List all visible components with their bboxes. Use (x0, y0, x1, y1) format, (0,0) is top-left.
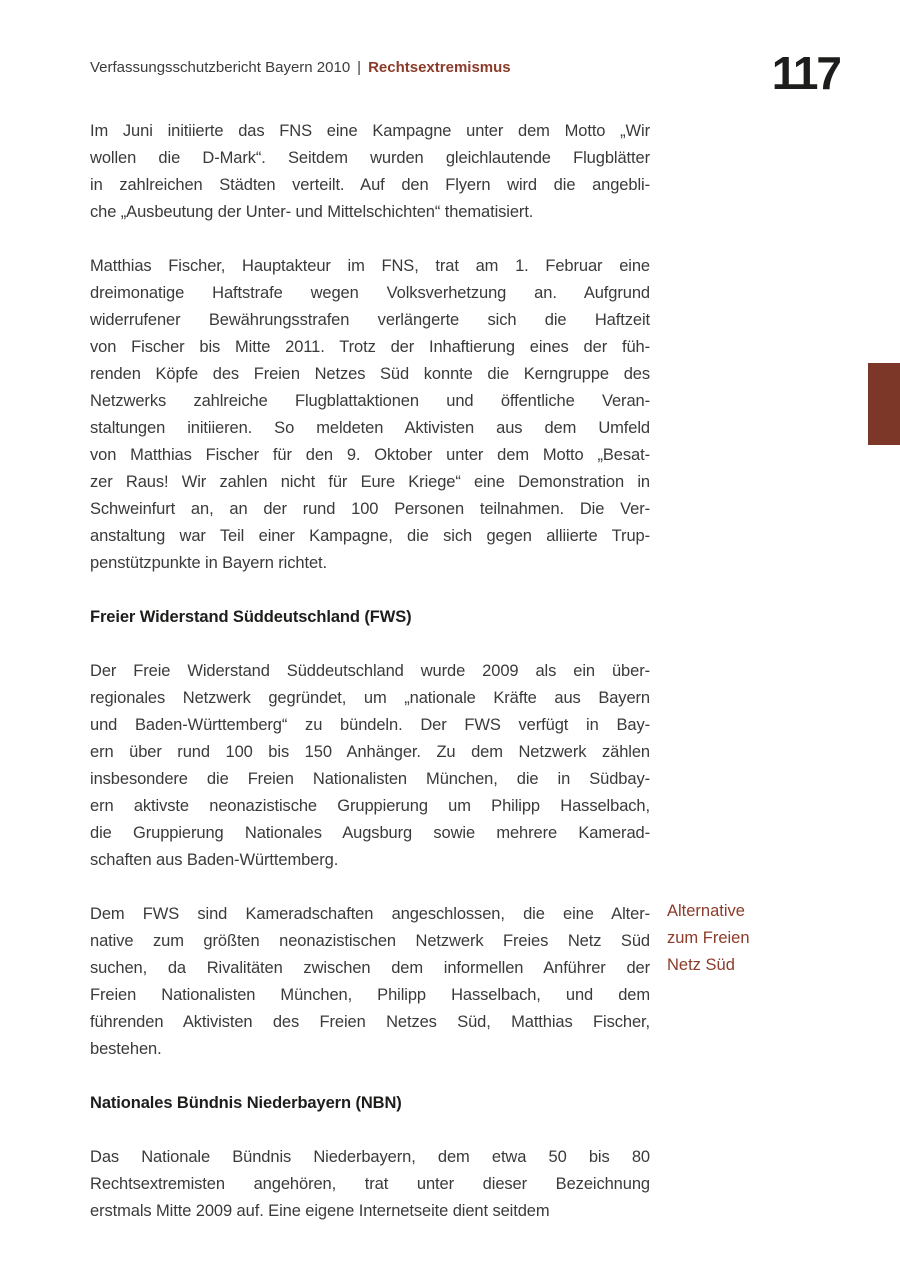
text-line: von Matthias Fischer für den 9. Oktober unter dem Motto „Besat- (90, 446, 650, 464)
text-line: che „Ausbeutung der Unter- und Mittelschichten“ thematisiert. (90, 203, 534, 221)
text-line: wollen die D-Mark“. Seitdem wurden gleichlautende Flugblätter (90, 149, 650, 167)
text-line: anstaltung war Teil einer Kampagne, die sich gegen alliierte Trup- (90, 527, 650, 545)
text-line: insbesondere die Freien Nationalisten München, die in Südbay- (90, 770, 650, 788)
report-title: Verfassungsschutzbericht Bayern 2010 (90, 59, 351, 76)
text-line: ern über rund 100 bis 150 Anhänger. Zu dem Netzwerk zählen (90, 743, 650, 761)
text-line: von Fischer bis Mitte 2011. Trotz der Inhaftierung eines der füh- (90, 338, 650, 356)
text-line: Matthias Fischer, Hauptakteur im FNS, trat am 1. Februar eine (90, 257, 650, 275)
text-line: führenden Aktivisten des Freien Netzes Süd, Matthias Fischer, (90, 1013, 650, 1031)
text-line: und Baden-Württemberg“ zu bündeln. Der FWS verfügt in Bay- (90, 716, 650, 734)
paragraph-fischer-haft (90, 253, 650, 577)
text-line: renden Köpfe des Freien Netzes Süd konnte die Kerngruppe des (90, 365, 650, 383)
text-line: bestehen. (90, 1040, 162, 1058)
text-line: Freien Nationalisten München, Philipp Hasselbach, und dem (90, 986, 650, 1004)
text-line: Dem FWS sind Kameradschaften angeschlossen, die eine Alter- (90, 905, 650, 923)
heading-nbn: Nationales Bündnis Niederbayern (NBN) (90, 1094, 402, 1112)
text-line: zer Raus! Wir zahlen nicht für Eure Kriege“ eine Demonstration in (90, 473, 650, 491)
text-column (90, 118, 650, 1252)
paragraph-fws-alternative (90, 901, 650, 1063)
margin-note-line: Alternative (667, 902, 745, 920)
text-line: schaften aus Baden-Württemberg. (90, 851, 339, 869)
paragraph-nbn (90, 1144, 650, 1225)
page-number: 117 (771, 47, 840, 99)
text-line: in zahlreichen Städten verteilt. Auf den Flyern wird die angebli- (90, 176, 650, 194)
running-header (90, 59, 511, 77)
chapter-tab-marker (868, 363, 900, 445)
header-separator: | (357, 59, 362, 76)
section-title: Rechtsextremismus (368, 59, 511, 76)
heading-fws: Freier Widerstand Süddeutschland (FWS) (90, 608, 412, 626)
text-line: suchen, da Rivalitäten zwischen dem informellen Anführer der (90, 959, 650, 977)
margin-note (667, 898, 807, 979)
text-line: regionales Netzwerk gegründet, um „nationale Kräfte aus Bayern (90, 689, 650, 707)
margin-note-line: Netz Süd (667, 956, 735, 974)
text-line: native zum größten neonazistischen Netzwerk Freies Netz Süd (90, 932, 650, 950)
paragraph-fns-campaign (90, 118, 650, 226)
text-line: Schweinfurt an, an der rund 100 Personen teilnahmen. Die Ver- (90, 500, 650, 518)
text-line: Das Nationale Bündnis Niederbayern, dem etwa 50 bis 80 (90, 1148, 650, 1166)
text-line: staltungen initiieren. So meldeten Aktivisten aus dem Umfeld (90, 419, 650, 437)
text-line: Der Freie Widerstand Süddeutschland wurde 2009 als ein über- (90, 662, 650, 680)
margin-note-line: zum Freien (667, 929, 750, 947)
text-line: die Gruppierung Nationales Augsburg sowie mehrere Kamerad- (90, 824, 650, 842)
text-line: Rechtsextremisten angehören, trat unter dieser Bezeichnung (90, 1175, 650, 1193)
text-line: ern aktivste neonazistische Gruppierung um Philipp Hasselbach, (90, 797, 650, 815)
text-line: widerrufener Bewährungsstrafen verlängerte sich die Haftzeit (90, 311, 650, 329)
paragraph-fws-network (90, 658, 650, 874)
text-line: Im Juni initiierte das FNS eine Kampagne unter dem Motto „Wir (90, 122, 650, 140)
text-line: penstützpunkte in Bayern richtet. (90, 554, 328, 572)
text-line: Netzwerks zahlreiche Flugblattaktionen und öffentliche Veran- (90, 392, 650, 410)
text-line: erstmals Mitte 2009 auf. Eine eigene Internetseite dient seitdem (90, 1202, 550, 1220)
text-line: dreimonatige Haftstrafe wegen Volksverhetzung an. Aufgrund (90, 284, 650, 302)
